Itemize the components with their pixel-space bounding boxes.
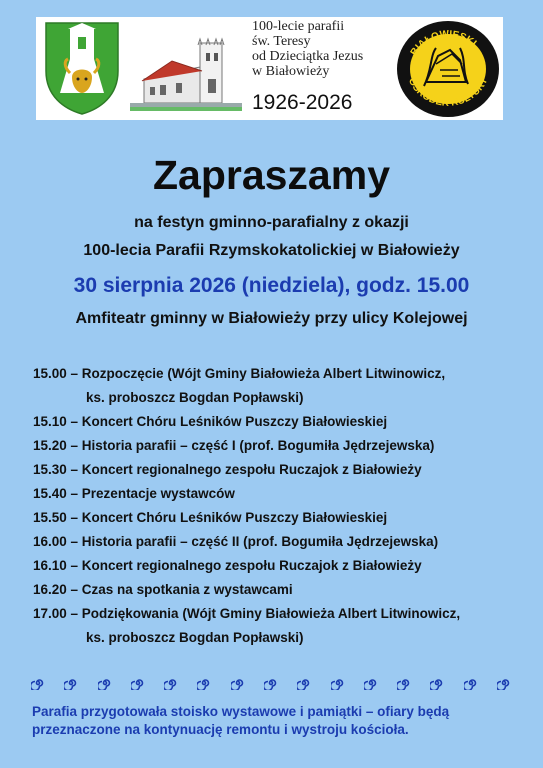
culture-center-logo-icon — [396, 20, 500, 118]
programme-item: 15.10 – Koncert Chóru Leśników Puszczy Białowieskiej — [33, 414, 388, 429]
programme-item-continuation: ks. proboszcz Bogdan Popławski) — [86, 390, 304, 405]
programme-item: 15.30 – Koncert regionalnego zespołu Ruczajok z Białowieży — [33, 462, 422, 477]
programme-item: 16.00 – Historia parafii – część II (prof. Bogumiła Jędrzejewska) — [33, 534, 439, 549]
culture-logo-bottom-text: OŚRODEK KULTURY — [405, 75, 491, 109]
spiral-icon — [297, 676, 311, 690]
spiral-icon — [397, 676, 411, 690]
programme-item-continuation: ks. proboszcz Bogdan Popławski) — [86, 630, 304, 645]
spiral-icon — [364, 676, 378, 690]
spiral-icon — [231, 676, 245, 690]
invitation-line-1: na festyn gminno-parafialny z okazji — [134, 214, 409, 231]
anniversary-years: 1926-2026 — [252, 91, 353, 114]
church-icon — [130, 35, 242, 117]
headline: Zapraszamy — [152, 152, 390, 198]
spiral-icon — [31, 676, 45, 690]
spiral-icon — [164, 676, 178, 690]
spiral-icon — [331, 676, 345, 690]
programme-item: 15.40 – Prezentacje wystawców — [33, 486, 235, 501]
invitation-line-2: 100-lecia Parafii Rzymskokatolickiej w Białowieży — [83, 242, 460, 259]
spiral-icon — [497, 676, 511, 690]
spiral-icon — [131, 676, 145, 690]
programme-item: 16.10 – Koncert regionalnego zespołu Ruczajok z Białowieży — [33, 558, 422, 573]
programme-item: 15.20 – Historia parafii – część I (prof. Bogumiła Jędrzejewska) — [33, 438, 435, 453]
header-banner — [36, 17, 503, 120]
programme-item: 15.50 – Koncert Chóru Leśników Puszczy Białowieskiej — [33, 510, 388, 525]
programme-item: 15.00 – Rozpoczęcie (Wójt Gminy Białowieża Albert Litwinowicz, — [33, 366, 446, 381]
gmina-crest-icon — [42, 21, 122, 115]
anniversary-title: 100-lecie parafii św. Teresy od Dzieciątka Jezus w Białowieży — [252, 19, 364, 79]
spiral-icon — [430, 676, 444, 690]
spiral-icon — [64, 676, 78, 690]
event-venue: Amfiteatr gminny w Białowieży przy ulicy Kolejowej — [75, 310, 468, 327]
spiral-icon — [98, 676, 112, 690]
culture-logo-top-text: BIAŁOWIESKI — [408, 28, 479, 58]
spiral-icon — [197, 676, 211, 690]
programme-list — [33, 362, 523, 650]
programme-item: 16.20 – Czas na spotkania z wystawcami — [33, 582, 293, 597]
spiral-icon — [264, 676, 278, 690]
decorative-divider — [31, 676, 511, 696]
programme-item: 17.00 – Podziękowania (Wójt Gminy Białowieża Albert Litwinowicz, — [33, 606, 461, 621]
footer-note: Parafia przygotowała stoisko wystawowe i pamiątki – ofiary będą przeznaczone na kontynuację remontu i wystroju kościoła. — [32, 704, 450, 737]
event-date: 30 sierpnia 2026 (niedziela), godz. 15.00 — [73, 274, 470, 297]
spiral-icon — [464, 676, 478, 690]
